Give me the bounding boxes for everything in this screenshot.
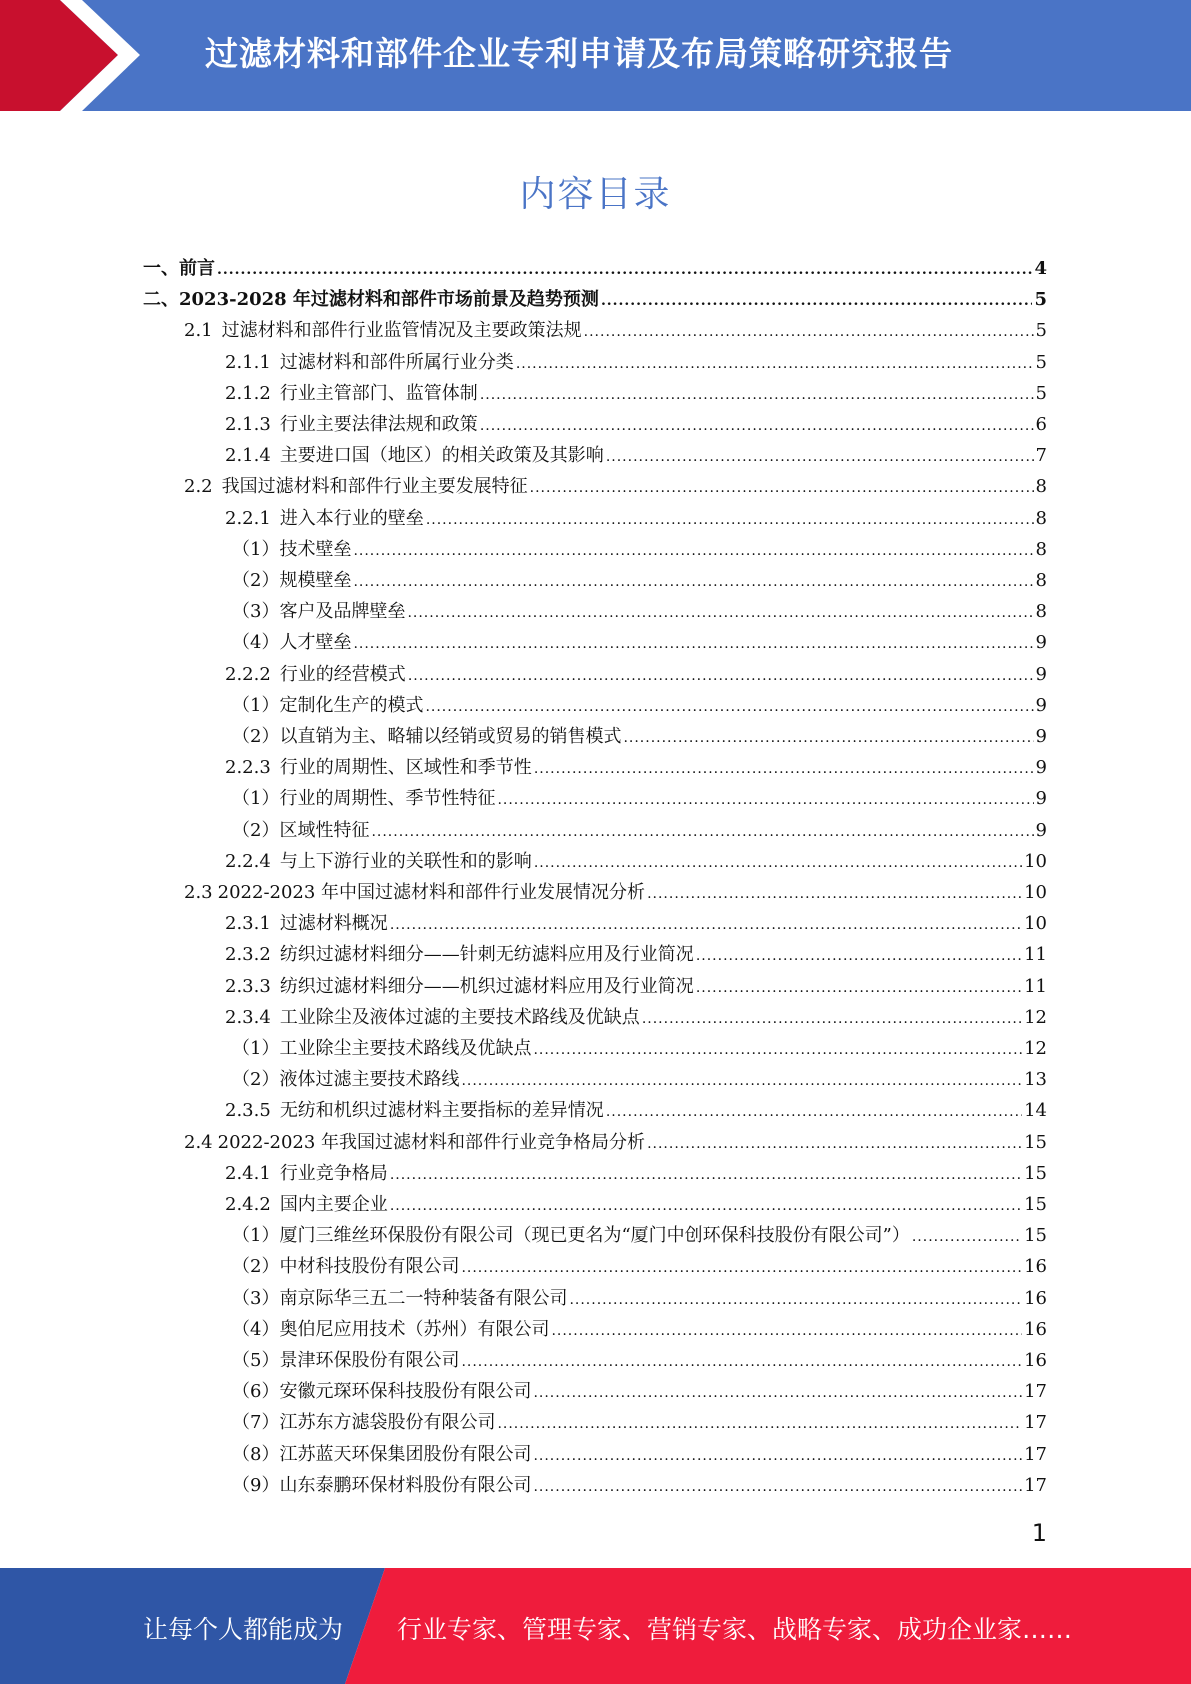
toc-leader-dots [534,752,1034,783]
toc-entry-page: 8 [1035,508,1047,529]
toc-entry-number: 2.2.1 [225,508,271,529]
toc-entry-page: 9 [1035,726,1047,747]
toc-leader-dots [497,783,1033,814]
toc-entry-page: 8 [1035,601,1047,622]
toc-entry-label: （4）人才壁垒 [232,632,352,653]
toc-entry-label: 前言 [179,258,215,279]
toc-leader-dots [353,565,1033,596]
toc-entry-label: 2022-2023 年我国过滤材料和部件行业竞争格局分析 [217,1132,646,1153]
toc-entry-label: （4）奥伯尼应用技术（苏州）有限公司 [232,1319,550,1340]
toc-entry[interactable] [232,1345,1047,1376]
toc-leader-dots [623,721,1033,752]
toc-entry[interactable] [232,596,1047,627]
toc-entry[interactable] [232,1251,1047,1282]
toc-entry-page: 8 [1035,539,1047,560]
toc-entry-number: 一、 [143,258,179,279]
toc-entry[interactable] [184,877,1047,908]
toc-entry-page: 9 [1035,664,1047,685]
toc-leader-dots [425,690,1033,721]
toc-entry-page: 15 [1024,1225,1047,1246]
toc-entry-label: 国内主要企业 [279,1194,388,1215]
toc-entry-number: 二、 [143,289,179,310]
toc-entry-number: 2.3.3 [225,976,271,997]
toc-leader-dots [530,471,1034,502]
toc-entry-number: 2.1.2 [225,383,271,404]
toc-leader-dots [606,1095,1022,1126]
toc-leader-dots [516,347,1034,378]
toc-leader-dots [497,1407,1022,1438]
toc-entry[interactable] [232,1283,1047,1314]
toc-leader-dots [696,971,1022,1002]
toc-entry-label: （3）客户及品牌壁垒 [232,601,406,622]
toc-entry-page: 10 [1024,851,1047,872]
toc-entry-page: 16 [1024,1256,1047,1277]
toc-entry-page: 14 [1024,1100,1047,1121]
toc-entry-page: 17 [1024,1381,1047,1402]
toc-entry-label: （2）区域性特征 [232,820,370,841]
toc-entry-number: 2.4.1 [225,1163,271,1184]
header-arrow-graphic [0,0,160,111]
toc-leader-dots [461,1251,1022,1282]
toc-entry-number: 2.2 [184,476,213,497]
toc-entry[interactable] [184,471,1047,502]
toc-entry[interactable] [225,939,1047,970]
toc-entry-page: 8 [1035,476,1047,497]
toc-entry-number: 2.4.2 [225,1194,271,1215]
toc-entry[interactable] [143,284,1047,315]
toc-entry-label: 纺织过滤材料细分——针刺无纺滤料应用及行业简况 [279,944,694,965]
toc-entry-number: 2.3 [184,882,213,903]
toc-entry-number: 2.1.1 [225,352,271,373]
toc-entry-label: （1）行业的周期性、季节性特征 [232,788,496,809]
toc-entry-label: 我国过滤材料和部件行业主要发展特征 [221,476,528,497]
toc-leader-dots [371,815,1033,846]
toc-entry-page: 5 [1035,383,1047,404]
toc-leader-dots [217,253,1032,284]
toc-entry-number: 2.1.3 [225,414,271,435]
toc-entry-page: 9 [1035,757,1047,778]
toc-entry[interactable] [225,659,1047,690]
toc-entry-label: 工业除尘及液体过滤的主要技术路线及优缺点 [279,1007,640,1028]
toc-leader-dots [601,284,1033,315]
toc-leader-dots [426,503,1034,534]
footer-banner [0,1568,1191,1684]
toc-entry-number: 2.3.5 [225,1100,271,1121]
header-title: 过滤材料和部件企业专利申请及布局策略研究报告 [205,34,953,73]
toc-entry[interactable] [143,253,1047,284]
toc-entry-page: 8 [1035,570,1047,591]
toc-entry-page: 9 [1035,788,1047,809]
toc-entry-page: 5 [1034,289,1047,310]
toc-entry-label: （8）江苏蓝天环保集团股份有限公司 [232,1444,532,1465]
toc-entry-page: 16 [1024,1319,1047,1340]
toc-entry-page: 17 [1024,1475,1047,1496]
footer-slogan-right: 行业专家、管理专家、营销专家、战略专家、成功企业家…… [397,1615,1073,1644]
toc-entry-label: 进入本行业的壁垒 [279,508,424,529]
toc-entry-number: 2.2.2 [225,664,271,685]
toc-entry[interactable] [232,1220,1047,1251]
toc-entry[interactable] [232,1376,1047,1407]
toc-entry-number: 2.3.1 [225,913,271,934]
toc-entry[interactable] [225,378,1047,409]
toc-entry-label: （3）南京际华三五二一特种装备有限公司 [232,1288,568,1309]
page-number: 1 [1031,1519,1047,1547]
toc-entry-number: 2.4 [184,1132,213,1153]
toc-entry-page: 12 [1024,1007,1047,1028]
toc-entry-label: （1）工业除尘主要技术路线及优缺点 [232,1038,532,1059]
toc-leader-dots [407,596,1033,627]
toc-entry-label: 行业主管部门、监管体制 [279,383,478,404]
toc-entry-label: （1）定制化生产的模式 [232,695,424,716]
toc-entry-label: （7）江苏东方滤袋股份有限公司 [232,1412,496,1433]
toc-entry[interactable] [232,1033,1047,1064]
toc-entry-label: 无纺和机织过滤材料主要指标的差异情况 [279,1100,604,1121]
toc-entry[interactable] [225,971,1047,1002]
toc-entry-label: 2023-2028 年过滤材料和部件市场前景及趋势预测 [179,289,599,310]
toc-entry-page: 15 [1024,1194,1047,1215]
toc-leader-dots [912,1220,1022,1251]
toc-entry-label: （2）规模壁垒 [232,570,352,591]
toc-entry[interactable] [184,315,1047,346]
toc-entry-label: 过滤材料概况 [279,913,388,934]
toc-entry-label: 行业竞争格局 [279,1163,388,1184]
toc-leader-dots [569,1283,1022,1314]
toc-entry-number: 2.1.4 [225,445,271,466]
toc-entry-label: 主要进口国（地区）的相关政策及其影响 [279,445,604,466]
toc-entry[interactable] [232,565,1047,596]
toc-leader-dots [390,1158,1022,1189]
toc-entry-label: （1）厦门三维丝环保股份有限公司（现已更名为“厦门中创环保科技股份有限公司”） [232,1225,910,1246]
header-banner [0,0,1191,111]
toc-entry[interactable] [225,347,1047,378]
toc-leader-dots [696,939,1022,970]
toc-entry-label: （1）技术壁垒 [232,539,352,560]
toc-entry[interactable] [225,752,1047,783]
toc-entry-label: 过滤材料和部件所属行业分类 [279,352,514,373]
toc-entry[interactable] [232,690,1047,721]
toc-entry-page: 11 [1024,944,1047,965]
toc-entry[interactable] [225,503,1047,534]
toc-entry-label: （2）以直销为主、略辅以经销或贸易的销售模式 [232,726,622,747]
toc-entry-label: 过滤材料和部件行业监管情况及主要政策法规 [221,320,582,341]
toc-entry[interactable] [225,1095,1047,1126]
toc-entry[interactable] [232,1439,1047,1470]
toc-entry-number: 2.3.4 [225,1007,271,1028]
toc-leader-dots [551,1314,1022,1345]
toc-entry[interactable] [232,1064,1047,1095]
toc-leader-dots [390,1189,1022,1220]
toc-entry-page: 9 [1035,695,1047,716]
toc-entry-page: 10 [1024,913,1047,934]
toc-leader-dots [461,1345,1022,1376]
toc-entry-page: 5 [1035,320,1047,341]
toc-entry-label: 纺织过滤材料细分——机织过滤材料应用及行业简况 [279,976,694,997]
toc-entry-page: 16 [1024,1288,1047,1309]
toc-entry-number: 2.1 [184,320,213,341]
toc-entry[interactable] [232,815,1047,846]
toc-leader-dots [533,1033,1022,1064]
footer-slogan-left: 让每个人都能成为 [143,1615,344,1644]
toc-leader-dots [606,440,1034,471]
toc-entry-label: （5）景津环保股份有限公司 [232,1350,460,1371]
toc-entry[interactable] [225,908,1047,939]
toc-entry-page: 16 [1024,1350,1047,1371]
toc-entry-label: （2）中材科技股份有限公司 [232,1256,460,1277]
toc-entry-number: 2.2.3 [225,757,271,778]
toc-entry[interactable] [225,1189,1047,1220]
toc-entry-page: 13 [1024,1069,1047,1090]
toc-leader-dots [647,1127,1022,1158]
toc-entry-label: （6）安徽元琛环保科技股份有限公司 [232,1381,532,1402]
toc-entry-label: （9）山东泰鹏环保材料股份有限公司 [232,1475,532,1496]
toc-entry-label: 行业主要法律法规和政策 [279,414,478,435]
toc-entry[interactable] [232,721,1047,752]
toc-leader-dots [584,315,1034,346]
toc-leader-dots [390,908,1022,939]
toc-entry-number: 2.2.4 [225,851,271,872]
toc-leader-dots [353,534,1033,565]
toc-entry-label: 行业的经营模式 [279,664,406,685]
toc-entry-page: 4 [1034,258,1047,279]
toc-entry-label: 2022-2023 年中国过滤材料和部件行业发展情况分析 [217,882,646,903]
toc-entry[interactable] [225,409,1047,440]
toc-entry-page: 6 [1035,414,1047,435]
toc-entry[interactable] [225,1002,1047,1033]
toc-entry-page: 5 [1035,352,1047,373]
toc-leader-dots [533,1376,1022,1407]
toc-leader-dots [533,1439,1022,1470]
toc-entry[interactable] [232,1314,1047,1345]
toc-entry[interactable] [225,440,1047,471]
toc-leader-dots [408,659,1034,690]
toc-entry[interactable] [184,1127,1047,1158]
toc-entry-page: 10 [1024,882,1047,903]
toc-entry[interactable] [225,846,1047,877]
toc-entry-page: 15 [1024,1163,1047,1184]
toc-entry-page: 7 [1035,445,1047,466]
toc-entry-number: 2.3.2 [225,944,271,965]
toc-leader-dots [461,1064,1022,1095]
toc-entry[interactable] [232,783,1047,814]
toc-leader-dots [353,627,1033,658]
toc-entry[interactable] [232,534,1047,565]
toc-entry-page: 9 [1035,632,1047,653]
toc-entry-page: 11 [1024,976,1047,997]
toc-leader-dots [534,846,1022,877]
toc-leader-dots [480,409,1034,440]
toc-entry[interactable] [232,627,1047,658]
toc-entry-page: 17 [1024,1412,1047,1433]
page-title: 内容目录 [519,174,672,215]
toc-leader-dots [642,1002,1022,1033]
toc-leader-dots [480,378,1034,409]
toc-entry[interactable] [225,1158,1047,1189]
toc-leader-dots [647,877,1022,908]
toc-entry-label: （2）液体过滤主要技术路线 [232,1069,460,1090]
toc-leader-dots [533,1470,1022,1501]
toc-entry-label: 行业的周期性、区域性和季节性 [279,757,532,778]
toc-entry-page: 17 [1024,1444,1047,1465]
toc-entry-page: 15 [1024,1132,1047,1153]
toc-entry-label: 与上下游行业的关联性和的影响 [279,851,532,872]
toc-entry-page: 9 [1035,820,1047,841]
toc-entry[interactable] [232,1470,1047,1501]
toc-entry-page: 12 [1024,1038,1047,1059]
toc-entry[interactable] [232,1407,1047,1438]
